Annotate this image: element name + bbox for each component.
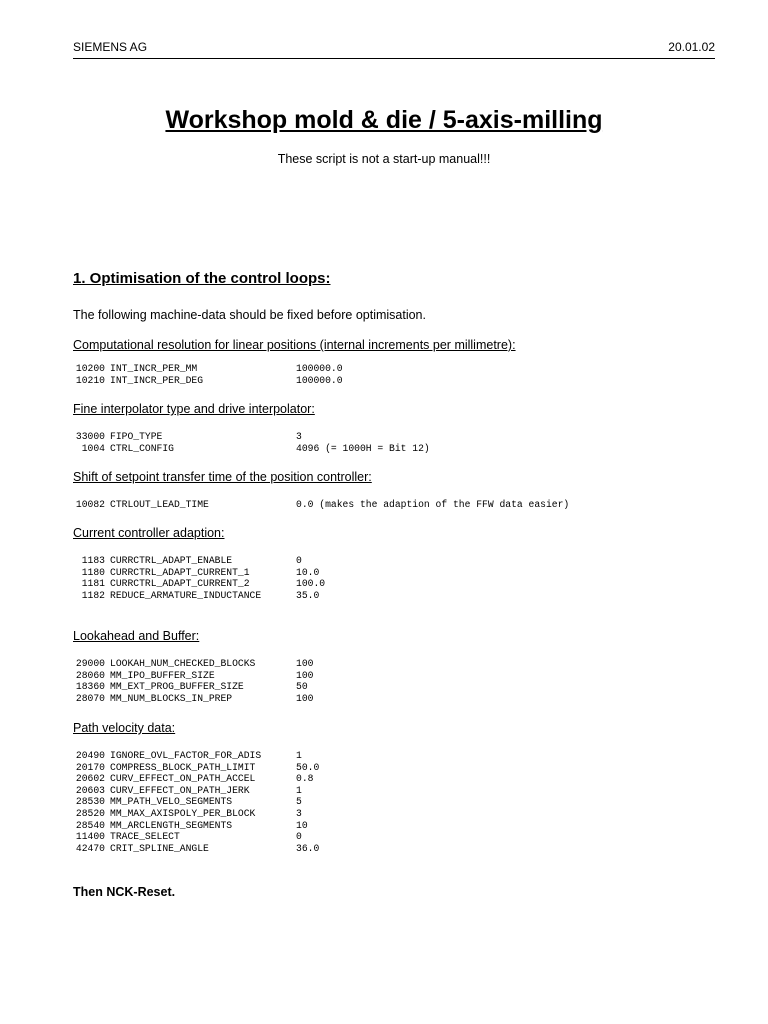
md-name: MM_NUM_BLOCKS_IN_PREP [110,692,233,704]
md-value: 100000.0 [296,374,343,386]
md-number: 33000 [75,431,105,442]
md-value: 3 [296,807,302,819]
md-name: CTRLOUT_LEAD_TIME [110,499,209,510]
page-header [73,40,715,59]
md-number: 29000 [75,658,105,669]
md-number: 1180 [81,566,105,578]
md-name: CURRCTRL_ADAPT_CURRENT_2 [110,578,250,590]
md-name: MM_MAX_AXISPOLY_PER_BLOCK [110,807,256,819]
md-number: 20602 [75,773,105,785]
md-value: 1 [296,784,302,796]
group-heading-current-controller: Current controller adaption: [73,526,225,540]
md-number: 10210 [75,374,105,386]
md-value: 100000.0 [296,363,343,374]
md-number: 28540 [75,819,105,831]
md-number: 10200 [75,363,105,374]
md-value: 100.0 [296,578,326,590]
group-heading-resolution: Computational resolution for linear positions (internal increments per millimetre): [73,338,516,352]
header-company: SIEMENS AG [73,40,148,54]
md-value: 0.8 [296,773,314,785]
md-name: CURRCTRL_ADAPT_ENABLE [110,555,233,566]
section-intro: The following machine-data should be fixed before optimisation. [73,308,426,322]
md-name: INT_INCR_PER_MM [110,363,198,374]
md-number: 10082 [75,499,105,510]
md-value: 10 [296,819,308,831]
md-value: 3 [296,431,302,442]
md-number: 18360 [75,681,105,693]
md-name: IGNORE_OVL_FACTOR_FOR_ADIS [110,750,262,761]
group-heading-setpoint: Shift of setpoint transfer time of the position controller: [73,470,372,484]
md-name: INT_INCR_PER_DEG [110,374,204,386]
md-value: 5 [296,796,302,808]
md-value: 0 [296,831,302,843]
md-name: CURRCTRL_ADAPT_CURRENT_1 [110,566,250,578]
md-value: 10.0 [296,566,320,578]
header-date: 20.01.02 [668,40,715,54]
md-name: FIPO_TYPE [110,431,163,442]
md-value: 50 [296,681,308,693]
md-number: 28070 [75,692,105,704]
group-heading-interpolator: Fine interpolator type and drive interpolator: [73,402,315,416]
md-number: 1004 [81,442,105,454]
md-name: MM_IPO_BUFFER_SIZE [110,669,215,681]
md-number: 28520 [75,807,105,819]
md-name: REDUCE_ARMATURE_INDUCTANCE [110,589,262,601]
md-name: CURV_EFFECT_ON_PATH_ACCEL [110,773,256,785]
md-name: COMPRESS_BLOCK_PATH_LIMIT [110,761,256,773]
md-number: 28530 [75,796,105,808]
md-value: 1 [296,750,302,761]
md-value: 100 [296,658,314,669]
md-value: 36.0 [296,842,320,854]
section-heading: 1. Optimisation of the control loops: [73,270,331,287]
md-number: 42470 [75,842,105,854]
md-value: 100 [296,692,314,704]
group-heading-path-velocity: Path velocity data: [73,721,176,735]
md-value: 4096 (= 1000H = Bit 12) [296,442,430,454]
md-name: CTRL_CONFIG [110,442,174,454]
md-value: 35.0 [296,589,320,601]
md-name: CURV_EFFECT_ON_PATH_JERK [110,784,250,796]
document-title: Workshop mold & die / 5-axis-milling [165,106,603,134]
md-number: 20490 [75,750,105,761]
md-number: 11400 [75,831,105,843]
md-name: MM_EXT_PROG_BUFFER_SIZE [110,681,244,693]
md-name: CRIT_SPLINE_ANGLE [110,842,209,854]
md-value: 50.0 [296,761,320,773]
closing-instruction: Then NCK-Reset. [73,885,176,899]
md-number: 28060 [75,669,105,681]
document-subtitle: These script is not a start-up manual!!! [277,152,491,166]
md-number: 1182 [81,589,105,601]
md-name: MM_PATH_VELO_SEGMENTS [110,796,233,808]
md-value: 100 [296,669,314,681]
md-name: TRACE_SELECT [110,831,180,843]
md-name: MM_ARCLENGTH_SEGMENTS [110,819,233,831]
md-number: 20603 [75,784,105,796]
md-number: 1183 [81,555,105,566]
md-value: 0.0 (makes the adaption of the FFW data easier) [296,499,570,510]
md-name: LOOKAH_NUM_CHECKED_BLOCKS [110,658,256,669]
md-number: 1181 [81,578,105,590]
md-number: 20170 [75,761,105,773]
group-heading-lookahead: Lookahead and Buffer: [73,629,200,643]
md-value: 0 [296,555,302,566]
